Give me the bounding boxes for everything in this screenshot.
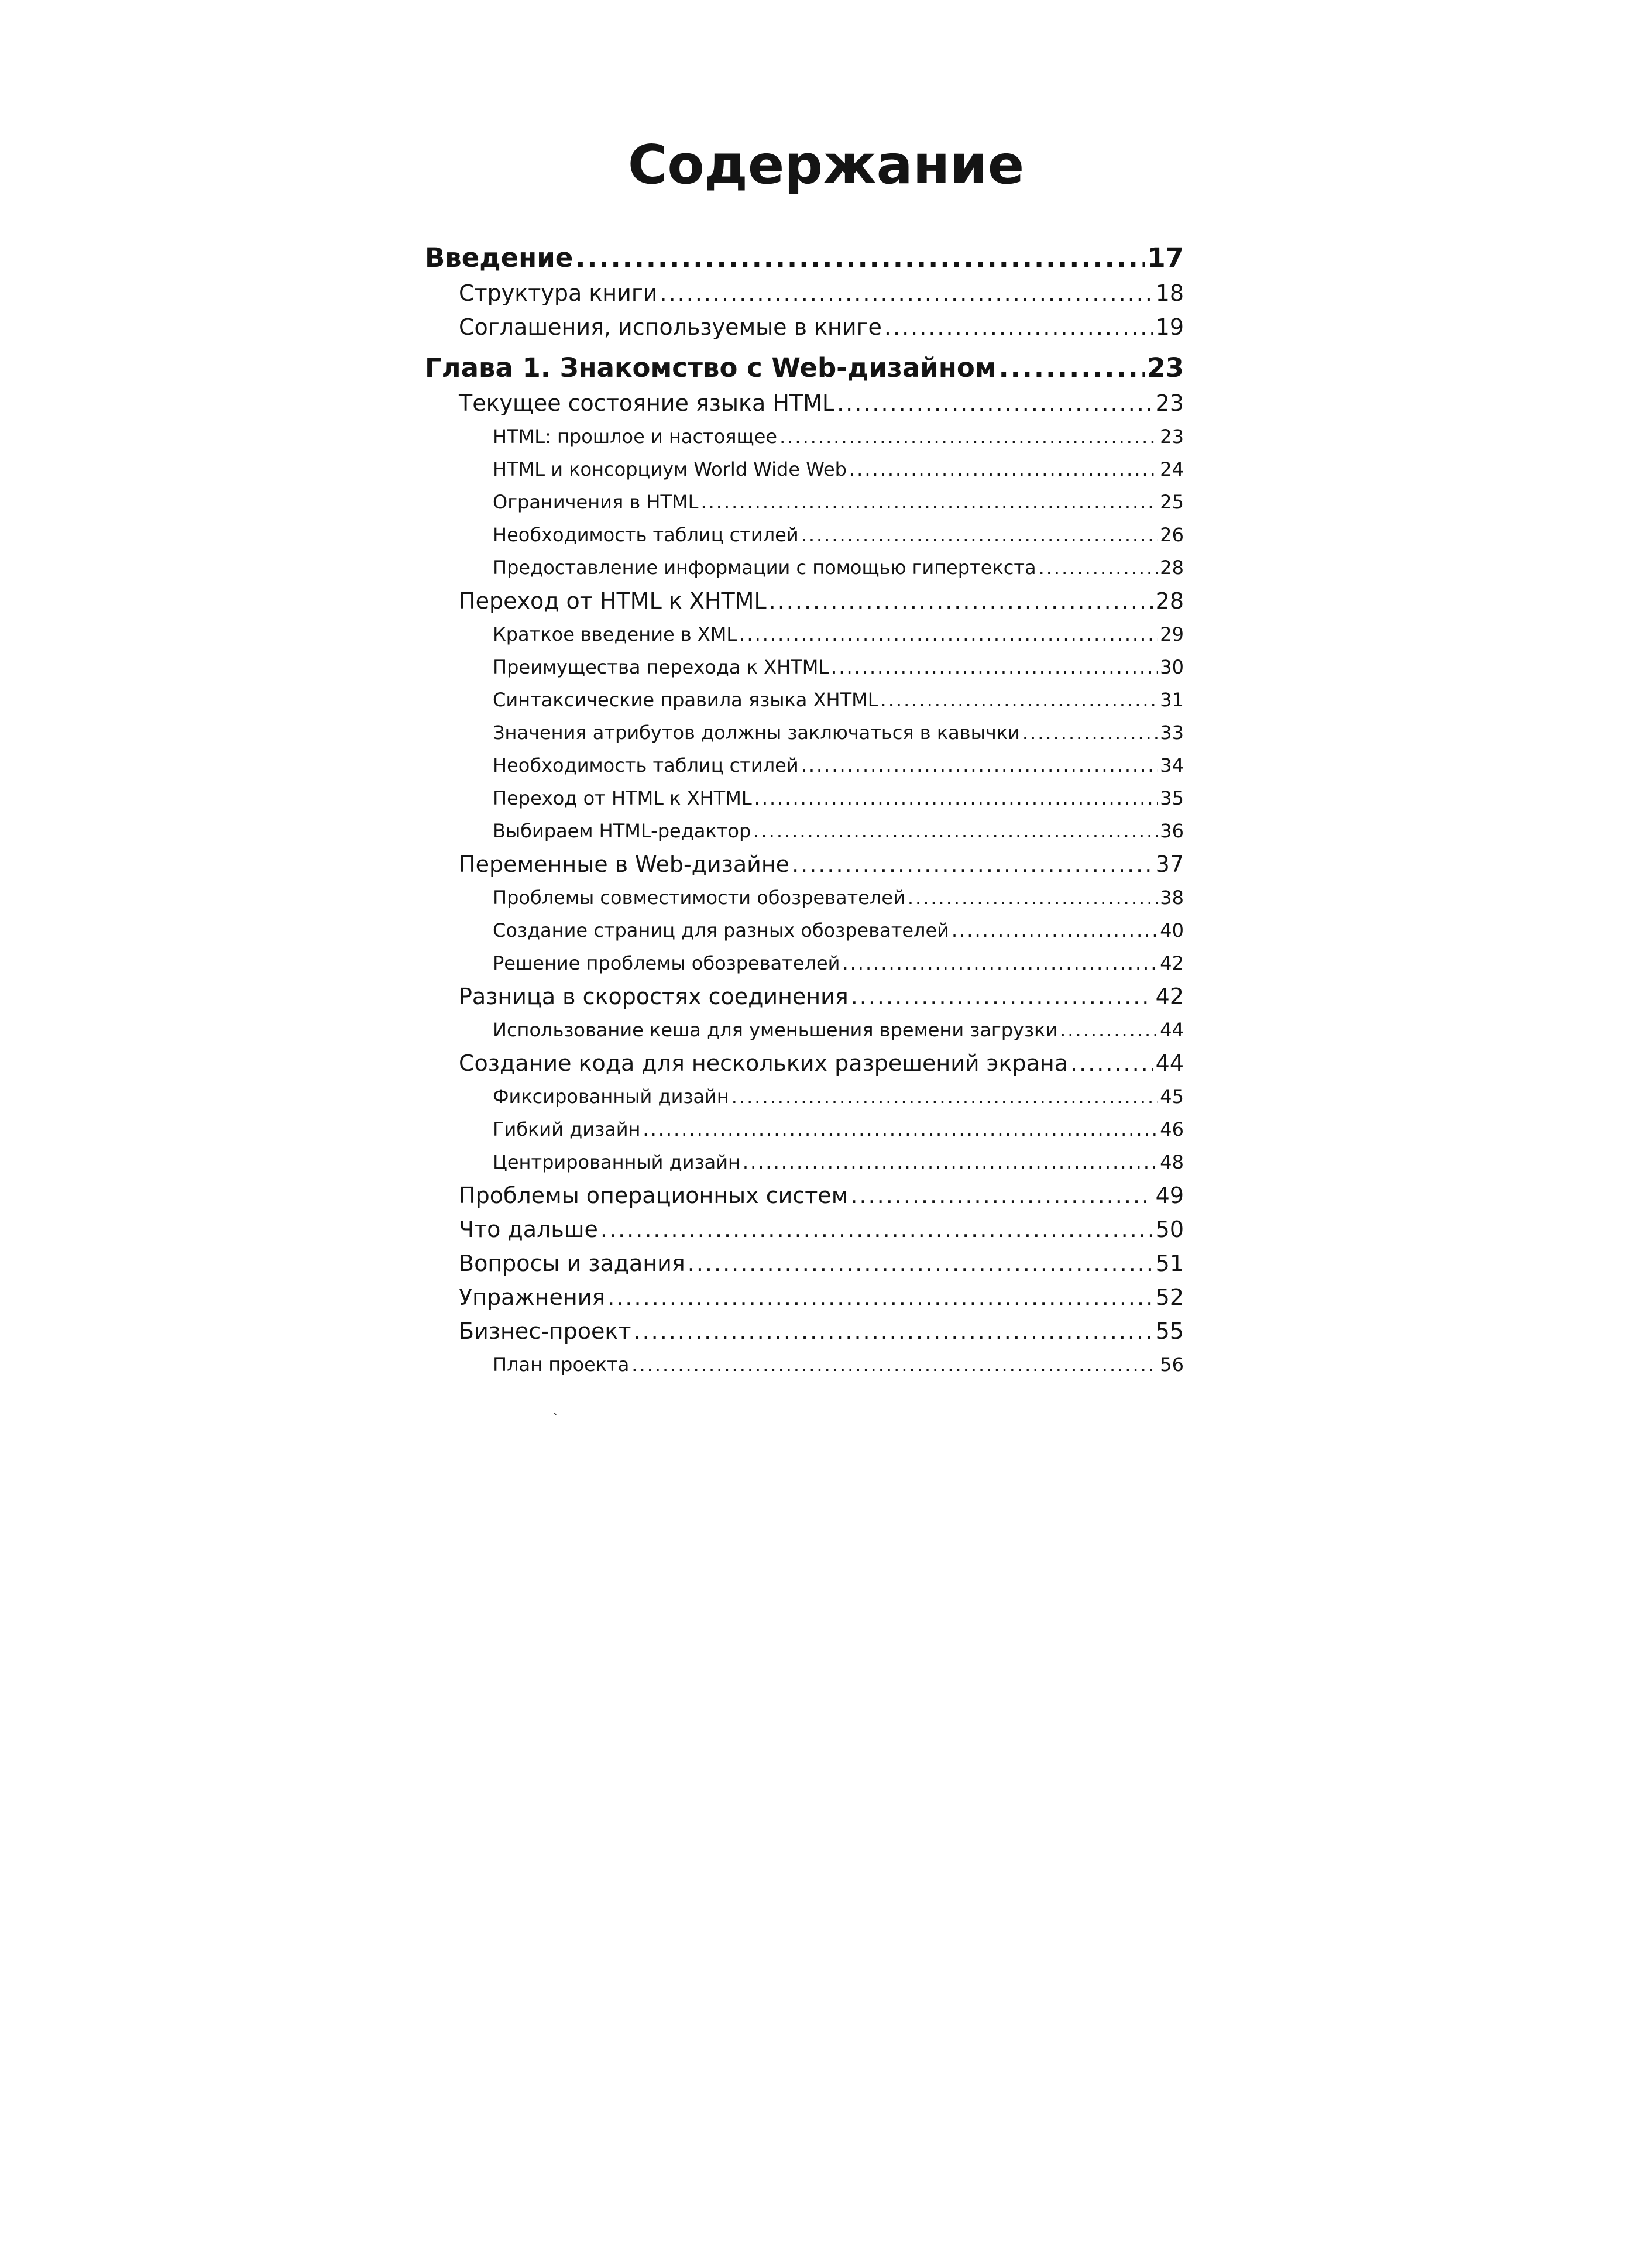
dot-leader <box>769 584 1153 618</box>
toc-entry-page-number: 24 <box>1160 458 1184 480</box>
toc-subsection-entry <box>425 618 1184 651</box>
dot-leader <box>850 1178 1153 1212</box>
dot-leader <box>1070 1046 1153 1080</box>
toc-entry-page-number: 56 <box>1160 1353 1184 1376</box>
page-title: Содержание <box>627 133 1025 196</box>
toc-entry-page-number: 38 <box>1160 887 1184 909</box>
toc-subsection-entry <box>425 947 1184 980</box>
toc-subsection-entry <box>425 782 1184 815</box>
dot-leader <box>739 618 1158 651</box>
dot-leader <box>779 420 1158 453</box>
toc-section-entry <box>425 1314 1184 1348</box>
toc-section-entry <box>425 1178 1184 1212</box>
toc-entry-label: Создание страниц для разных обозревателей <box>493 919 949 942</box>
toc-subsection-entry <box>425 716 1184 749</box>
dot-leader <box>575 240 1145 276</box>
toc-entry-label: Бизнес-проект <box>459 1318 631 1344</box>
toc-entry-label: Введение <box>425 242 573 273</box>
toc-section-entry <box>425 1212 1184 1246</box>
toc-entry-page-number: 26 <box>1160 524 1184 546</box>
toc-entry-label: Переменные в Web-дизайне <box>459 851 790 877</box>
dot-leader <box>801 749 1158 782</box>
toc-entry-page-number: 51 <box>1155 1250 1184 1276</box>
toc-subsection-entry <box>425 551 1184 584</box>
toc-entry-page-number: 37 <box>1155 851 1184 877</box>
dot-leader <box>849 453 1158 486</box>
dot-leader <box>842 947 1158 980</box>
toc-entry-label: Глава 1. Знакомство с Web-дизайном <box>425 352 997 383</box>
toc-entry-label: Решение проблемы обозревателей <box>493 952 840 974</box>
toc-section-entry <box>425 980 1184 1013</box>
dot-leader <box>801 518 1158 551</box>
toc-entry-label: Преимущества перехода к XHTML <box>493 656 829 678</box>
dot-leader <box>908 881 1158 914</box>
toc-entry-label: HTML: прошлое и настоящее <box>493 425 778 448</box>
toc-entry-page-number: 28 <box>1155 588 1184 614</box>
toc-entry-page-number: 28 <box>1160 556 1184 579</box>
toc-section-entry <box>425 310 1184 344</box>
dot-leader <box>660 276 1153 310</box>
dot-leader <box>881 683 1158 716</box>
toc-section-entry <box>425 386 1184 420</box>
toc-subsection-entry <box>425 486 1184 518</box>
dot-leader <box>831 651 1158 683</box>
toc-entry-page-number: 19 <box>1155 314 1184 340</box>
toc-section-entry <box>425 1246 1184 1280</box>
toc-entry-label: Упражнения <box>459 1284 606 1310</box>
toc-subsection-entry <box>425 518 1184 551</box>
toc-entry-page-number: 42 <box>1160 952 1184 974</box>
toc-chapter-entry <box>425 240 1184 276</box>
toc-subsection-entry <box>425 1013 1184 1046</box>
toc-entry-label: Создание кода для нескольких разрешений экрана <box>459 1050 1069 1076</box>
toc-entry-page-number: 44 <box>1155 1050 1184 1076</box>
toc-entry-page-number: 34 <box>1160 754 1184 776</box>
toc-entry-label: Выбираем HTML-редактор <box>493 820 751 842</box>
toc-entry-label: Краткое введение в XML <box>493 623 737 645</box>
toc-entry-page-number: 25 <box>1160 491 1184 513</box>
toc-subsection-entry <box>425 1113 1184 1146</box>
toc-entry-label: План проекта <box>493 1353 630 1376</box>
toc-entry-page-number: 55 <box>1155 1318 1184 1344</box>
toc-section-entry <box>425 847 1184 881</box>
toc-section-entry <box>425 1046 1184 1080</box>
toc-subsection-entry <box>425 881 1184 914</box>
dot-leader <box>884 310 1153 344</box>
toc-entry-page-number: 52 <box>1155 1284 1184 1310</box>
toc-entry-page-number: 42 <box>1155 984 1184 1009</box>
toc-entry-label: Предоставление информации с помощью гипертекста <box>493 556 1036 579</box>
dot-leader <box>837 386 1153 420</box>
toc-entry-page-number: 45 <box>1160 1085 1184 1108</box>
dot-leader <box>688 1246 1153 1280</box>
toc-entry-label: Фиксированный дизайн <box>493 1085 729 1108</box>
dot-leader <box>743 1146 1158 1178</box>
dot-leader <box>633 1314 1153 1348</box>
dot-leader <box>792 847 1153 881</box>
toc-entry-page-number: 35 <box>1160 787 1184 809</box>
toc-subsection-entry <box>425 1348 1184 1381</box>
toc-entry-page-number: 46 <box>1160 1118 1184 1140</box>
toc-entry-page-number: 17 <box>1147 242 1184 273</box>
toc-entry-page-number: 50 <box>1155 1217 1184 1242</box>
toc-entry-page-number: 23 <box>1155 390 1184 416</box>
toc-entry-label: HTML и консорциум World Wide Web <box>493 458 847 480</box>
toc-subsection-entry <box>425 420 1184 453</box>
toc-entry-label: Что дальше <box>459 1217 598 1242</box>
toc-entry-label: Соглашения, используемые в книге <box>459 314 882 340</box>
toc-entry-page-number: 23 <box>1160 425 1184 448</box>
dot-leader <box>643 1113 1158 1146</box>
scan-speck: ˋ <box>552 1411 559 1428</box>
dot-leader <box>731 1080 1158 1113</box>
dot-leader <box>700 486 1158 518</box>
toc-entry-page-number: 48 <box>1160 1151 1184 1173</box>
dot-leader <box>952 914 1158 947</box>
toc-subsection-entry <box>425 453 1184 486</box>
toc-entry-label: Необходимость таблиц стилей <box>493 754 799 776</box>
toc-entry-label: Структура книги <box>459 280 658 306</box>
toc-entry-page-number: 44 <box>1160 1019 1184 1041</box>
toc-entry-label: Гибкий дизайн <box>493 1118 641 1140</box>
toc-entry-label: Текущее состояние языка HTML <box>459 390 835 416</box>
toc-entry-page-number: 31 <box>1160 689 1184 711</box>
toc-entry-page-number: 23 <box>1147 352 1184 383</box>
toc-entry-label: Необходимость таблиц стилей <box>493 524 799 546</box>
toc-subsection-entry <box>425 815 1184 847</box>
dot-leader <box>607 1280 1153 1314</box>
toc-entry-label: Использование кеша для уменьшения времени загрузки <box>493 1019 1058 1041</box>
dot-leader <box>754 782 1158 815</box>
toc-entry-page-number: 18 <box>1155 280 1184 306</box>
toc-entry-label: Синтаксические правила языка XHTML <box>493 689 878 711</box>
toc-entry-label: Переход от HTML к XHTML <box>459 588 767 614</box>
toc-entry-label: Ограничения в HTML <box>493 491 699 513</box>
toc-entry-page-number: 30 <box>1160 656 1184 678</box>
toc-subsection-entry <box>425 651 1184 683</box>
toc-section-entry <box>425 584 1184 618</box>
toc-entry-label: Переход от HTML к XHTML <box>493 787 752 809</box>
toc-subsection-entry <box>425 1080 1184 1113</box>
dot-leader <box>1039 551 1158 584</box>
toc-entry-label: Разница в скоростях соединения <box>459 984 849 1009</box>
toc-subsection-entry <box>425 1146 1184 1178</box>
toc-entry-page-number: 36 <box>1160 820 1184 842</box>
dot-leader <box>600 1212 1153 1246</box>
toc-entry-label: Проблемы совместимости обозревателей <box>493 887 905 909</box>
toc-entry-page-number: 29 <box>1160 623 1184 645</box>
dot-leader <box>999 350 1145 386</box>
toc-entry-page-number: 49 <box>1155 1183 1184 1208</box>
dot-leader <box>631 1348 1158 1381</box>
toc-subsection-entry <box>425 749 1184 782</box>
toc-entry-label: Центрированный дизайн <box>493 1151 740 1173</box>
table-of-contents <box>425 240 1184 1381</box>
dot-leader <box>1060 1013 1158 1046</box>
dot-leader <box>753 815 1158 847</box>
dot-leader <box>851 980 1153 1013</box>
toc-entry-page-number: 33 <box>1160 721 1184 744</box>
toc-section-entry <box>425 1280 1184 1314</box>
toc-subsection-entry <box>425 683 1184 716</box>
toc-entry-page-number: 40 <box>1160 919 1184 942</box>
toc-entry-label: Проблемы операционных систем <box>459 1183 849 1208</box>
toc-chapter-entry <box>425 350 1184 386</box>
toc-subsection-entry <box>425 914 1184 947</box>
toc-entry-label: Вопросы и задания <box>459 1250 685 1276</box>
dot-leader <box>1022 716 1158 749</box>
toc-section-entry <box>425 276 1184 310</box>
toc-entry-label: Значения атрибутов должны заключаться в кавычки <box>493 721 1020 744</box>
